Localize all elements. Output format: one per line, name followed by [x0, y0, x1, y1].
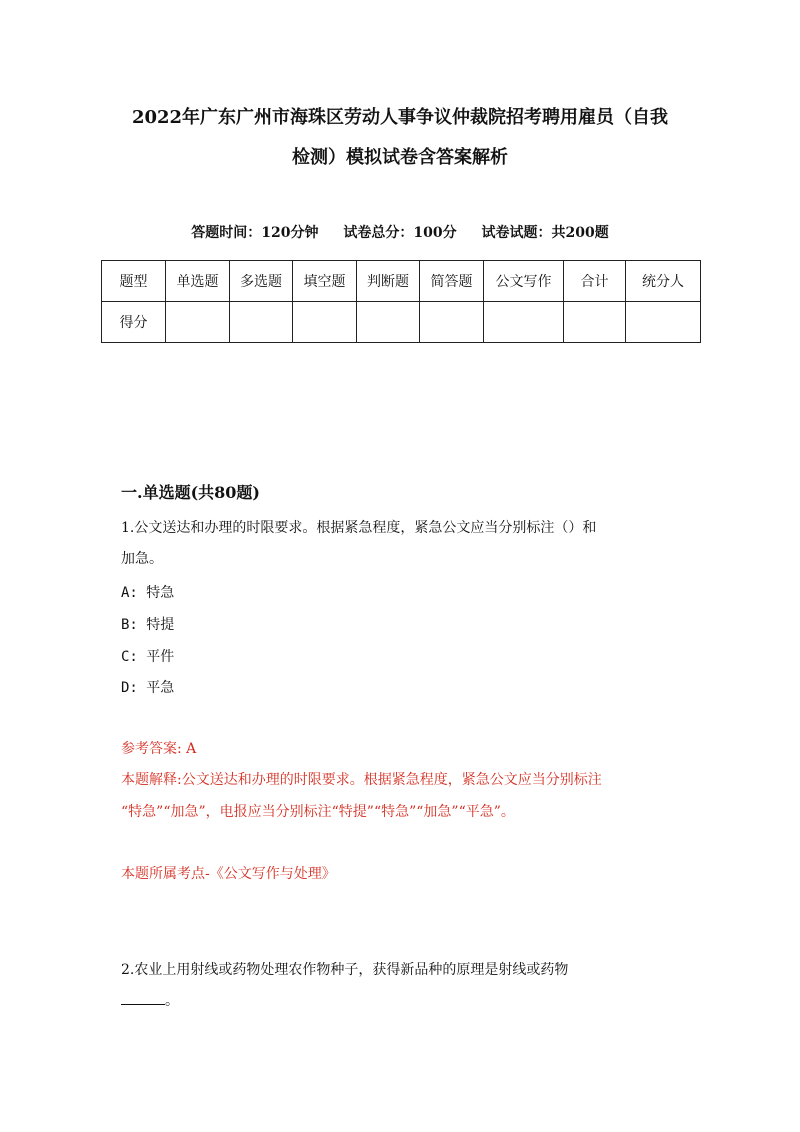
score-empty-cell — [484, 302, 564, 343]
question-1-explanation-line-2: “特急”“加急”，电报应当分别标注“特提”“特急”“加急”“平急”。 — [121, 804, 515, 820]
score-table-score-row — [102, 302, 701, 343]
exam-time: 答题时间：120分钟 — [191, 225, 319, 241]
exam-question-count: 试卷试题：共200题 — [481, 225, 609, 241]
question-1-option-b: B: 特提 — [121, 617, 175, 633]
score-table-header-row — [102, 261, 701, 302]
score-header-cell: 公文写作 — [484, 261, 564, 302]
question-1-option-d: D: 平急 — [121, 680, 175, 696]
score-empty-cell — [564, 302, 626, 343]
question-1-answer: 参考答案: A — [121, 741, 197, 757]
score-empty-cell — [230, 302, 293, 343]
question-2-line-end: 。 — [165, 993, 179, 1009]
score-header-cell: 题型 — [102, 261, 166, 302]
question-1-text-line-1: 1.公文送达和办理的时限要求。根据紧急程度，紧急公文应当分别标注（）和 — [121, 520, 597, 536]
score-empty-cell — [420, 302, 484, 343]
question-1-option-a: A: 特急 — [121, 585, 175, 601]
score-header-cell: 合计 — [564, 261, 626, 302]
question-2-text-line-1: 2.农业上用射线或药物处理农作物种子，获得新品种的原理是射线或药物 — [121, 962, 569, 978]
score-row-label: 得分 — [102, 302, 166, 343]
exam-info — [100, 222, 700, 242]
answer-blank[interactable] — [121, 992, 165, 1005]
score-header-cell: 填空题 — [293, 261, 357, 302]
score-header-cell: 多选题 — [230, 261, 293, 302]
score-empty-cell — [626, 302, 701, 343]
section-title: 一.单选题(共80题) — [121, 483, 260, 502]
score-empty-cell — [166, 302, 230, 343]
score-header-cell: 简答题 — [420, 261, 484, 302]
document-title-line-1: 2022年广东广州市海珠区劳动人事争议仲裁院招考聘用雇员（自我 — [131, 107, 669, 128]
score-empty-cell — [357, 302, 420, 343]
exam-total-score: 试卷总分：100分 — [343, 225, 457, 241]
question-1-option-c: C: 平件 — [121, 649, 175, 665]
score-header-cell: 统分人 — [626, 261, 701, 302]
document-title-line-2: 检测）模拟试卷含答案解析 — [292, 147, 508, 168]
question-1-explanation-line-1: 本题解释:公文送达和办理的时限要求。根据紧急程度，紧急公文应当分别标注 — [121, 772, 602, 788]
score-table — [101, 260, 701, 343]
score-empty-cell — [293, 302, 357, 343]
question-1-knowledge-point: 本题所属考点-《公文写作与处理》 — [121, 866, 336, 882]
score-header-cell: 单选题 — [166, 261, 230, 302]
question-2-text-line-2 — [121, 986, 681, 1017]
score-header-cell: 判断题 — [357, 261, 420, 302]
question-1-text-line-2: 加急。 — [121, 551, 163, 567]
